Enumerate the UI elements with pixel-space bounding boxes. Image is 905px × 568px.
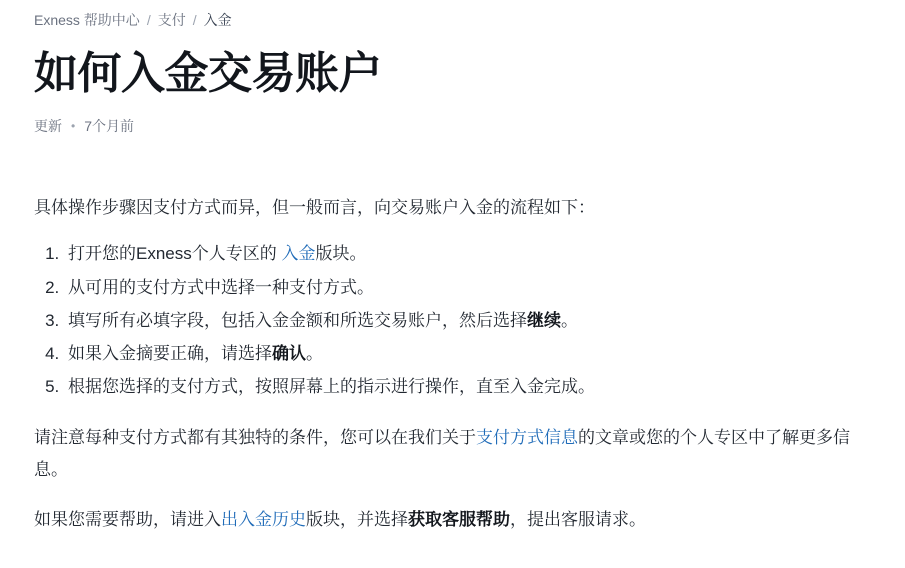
breadcrumb-separator: /: [146, 12, 151, 28]
intro-paragraph: 具体操作步骤因支付方式而异，但一般而言，向交易账户入金的流程如下：: [34, 197, 595, 217]
note-text: 的文章或您的个人专区中了解更多信息。: [34, 427, 850, 479]
breadcrumb: [34, 10, 871, 30]
breadcrumb-item-home[interactable]: Exness 帮助中心: [34, 12, 140, 28]
help-text: ，提出客服请求。: [510, 510, 646, 530]
step-text: 填写所有必填字段，包括入金金额和所选交易账户，然后选择: [68, 310, 527, 330]
list-item: [64, 272, 871, 304]
step-text: 从可用的支付方式中选择一种支付方式。: [68, 277, 374, 297]
page-title: 如何入金交易账户: [34, 49, 382, 98]
updated-label: 更新: [34, 117, 62, 134]
help-text: 如果您需要帮助，请进入: [34, 510, 221, 530]
help-paragraph: [34, 504, 871, 536]
step-text: 根据您选择的支付方式，按照屏幕上的指示进行操作，直至入金完成。: [68, 377, 595, 397]
list-item: [64, 238, 871, 270]
transaction-history-link[interactable]: 出入金历史: [221, 510, 306, 530]
step-text: 。: [561, 310, 578, 330]
deposit-link[interactable]: 入金: [281, 244, 316, 264]
step-text: 版块。: [315, 244, 367, 264]
updated-time: 7个月前: [84, 117, 134, 134]
step-text: 打开您的Exness个人专区的: [68, 244, 282, 264]
step-text: 如果入金摘要正确，请选择: [68, 344, 272, 364]
list-item: [64, 371, 871, 403]
note-text: 请注意每种支付方式都有其独特的条件，您可以在我们关于: [34, 427, 476, 447]
breadcrumb-separator: /: [192, 12, 197, 28]
note-paragraph: [34, 422, 871, 487]
steps-list: [34, 238, 871, 403]
step-emphasis-confirm: 确认: [272, 344, 306, 364]
meta-separator: •: [71, 118, 76, 133]
get-support-emphasis: 获取客服帮助: [408, 510, 510, 530]
article-body: [34, 192, 871, 537]
list-item: [64, 305, 871, 337]
help-text: 版块，并选择: [306, 510, 408, 530]
step-emphasis-continue: 继续: [527, 310, 561, 330]
list-item: [64, 338, 871, 370]
breadcrumb-item-payments[interactable]: 支付: [157, 12, 186, 28]
article-meta: [34, 116, 871, 136]
breadcrumb-item-current: 入金: [203, 12, 232, 28]
step-text: 。: [306, 344, 323, 364]
payment-methods-info-link[interactable]: 支付方式信息: [476, 427, 578, 447]
